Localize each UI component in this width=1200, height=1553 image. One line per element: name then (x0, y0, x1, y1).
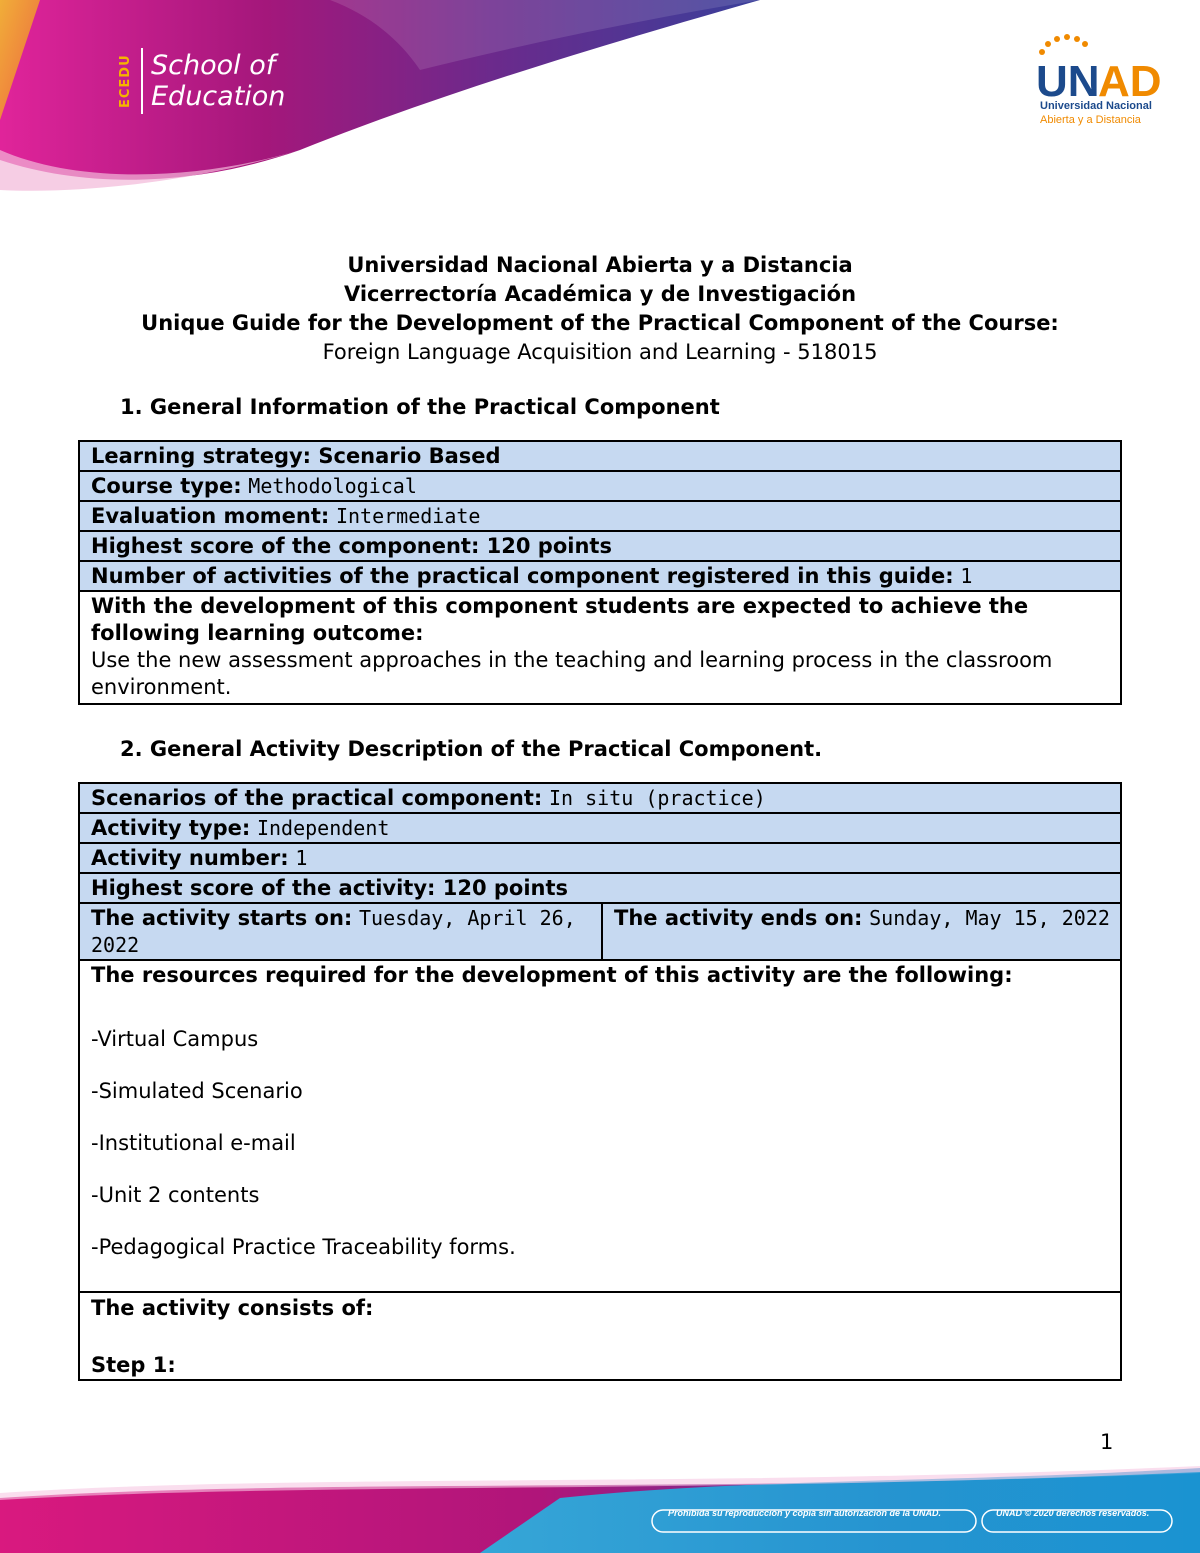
footer-copyright-notice: Prohibida su reproducción y copia sin autorización de la UNAD. (668, 1508, 942, 1518)
document-titles (0, 251, 1200, 367)
highest-score-component-cell: Highest score of the component: 120 points (79, 531, 1121, 561)
activity-description-table (78, 782, 1122, 1381)
logo-letters-ad: AD (1098, 57, 1162, 106)
general-info-table (78, 440, 1122, 705)
step-1-label: Step 1: (91, 1353, 176, 1377)
title-vicerrectoria: Vicerrectoría Académica y de Investigación (343, 282, 857, 306)
scenarios-cell: Scenarios of the practical component: In situ (practice) (79, 783, 1121, 813)
course-type-cell: Course type: Methodological (79, 471, 1121, 501)
consists-label: The activity consists of: (91, 1296, 374, 1320)
footer-banner (0, 1458, 1200, 1553)
resource-item: -Unit 2 contents (91, 1183, 260, 1207)
logo-subtitle-1: Universidad Nacional (1040, 100, 1152, 112)
school-of-education-logo (118, 48, 285, 114)
title-course: Foreign Language Acquisition and Learning - 518015 (322, 340, 878, 364)
resources-label: The resources required for the development of this activity are the following: (91, 963, 1013, 987)
logo-letters-un: UN (1036, 57, 1100, 106)
evaluation-moment-cell: Evaluation moment: Intermediate (79, 501, 1121, 531)
num-activities-cell: Number of activities of the practical component registered in this guide: 1 (79, 561, 1121, 591)
resources-cell (79, 960, 1121, 1292)
resource-item: -Pedagogical Practice Traceability forms. (91, 1235, 516, 1259)
school-line-1: School of (151, 50, 276, 81)
page-number: 1 (1100, 1430, 1114, 1454)
learning-strategy-cell: Learning strategy: Scenario Based (79, 441, 1121, 471)
section-2-heading: 2. General Activity Description of the Practical Component. (120, 737, 823, 761)
resource-item: -Simulated Scenario (91, 1079, 303, 1103)
resource-item: -Virtual Campus (91, 1027, 259, 1051)
end-date-cell: The activity ends on: Sunday, May 15, 2022 (602, 903, 1121, 960)
start-date-cell: The activity starts on: Tuesday, April 26, 2022 (79, 903, 602, 960)
learning-outcome-label: With the development of this component students are expected to achieve the following learning outcome: (91, 594, 1029, 645)
activity-consists-cell (79, 1292, 1121, 1380)
ecedu-label: ECEDU (118, 48, 143, 114)
activity-type-cell: Activity type: Independent (79, 813, 1121, 843)
logo-subtitle-2: Abierta y a Distancia (1040, 114, 1141, 126)
activity-number-cell: Activity number: 1 (79, 843, 1121, 873)
title-university: Universidad Nacional Abierta y a Distancia (347, 253, 853, 277)
learning-outcome-cell (79, 591, 1121, 704)
school-line-2: Education (151, 81, 286, 112)
title-guide: Unique Guide for the Development of the Practical Component of the Course: (141, 311, 1059, 335)
section-1-heading: 1. General Information of the Practical Component (120, 395, 720, 419)
resource-item: -Institutional e-mail (91, 1131, 296, 1155)
learning-outcome-text: Use the new assessment approaches in the teaching and learning process in the classroom environment. (91, 648, 1053, 699)
highest-score-activity-cell: Highest score of the activity: 120 points (79, 873, 1121, 903)
footer-rights-notice: UNAD © 2020 derechos reservados. (996, 1508, 1150, 1518)
